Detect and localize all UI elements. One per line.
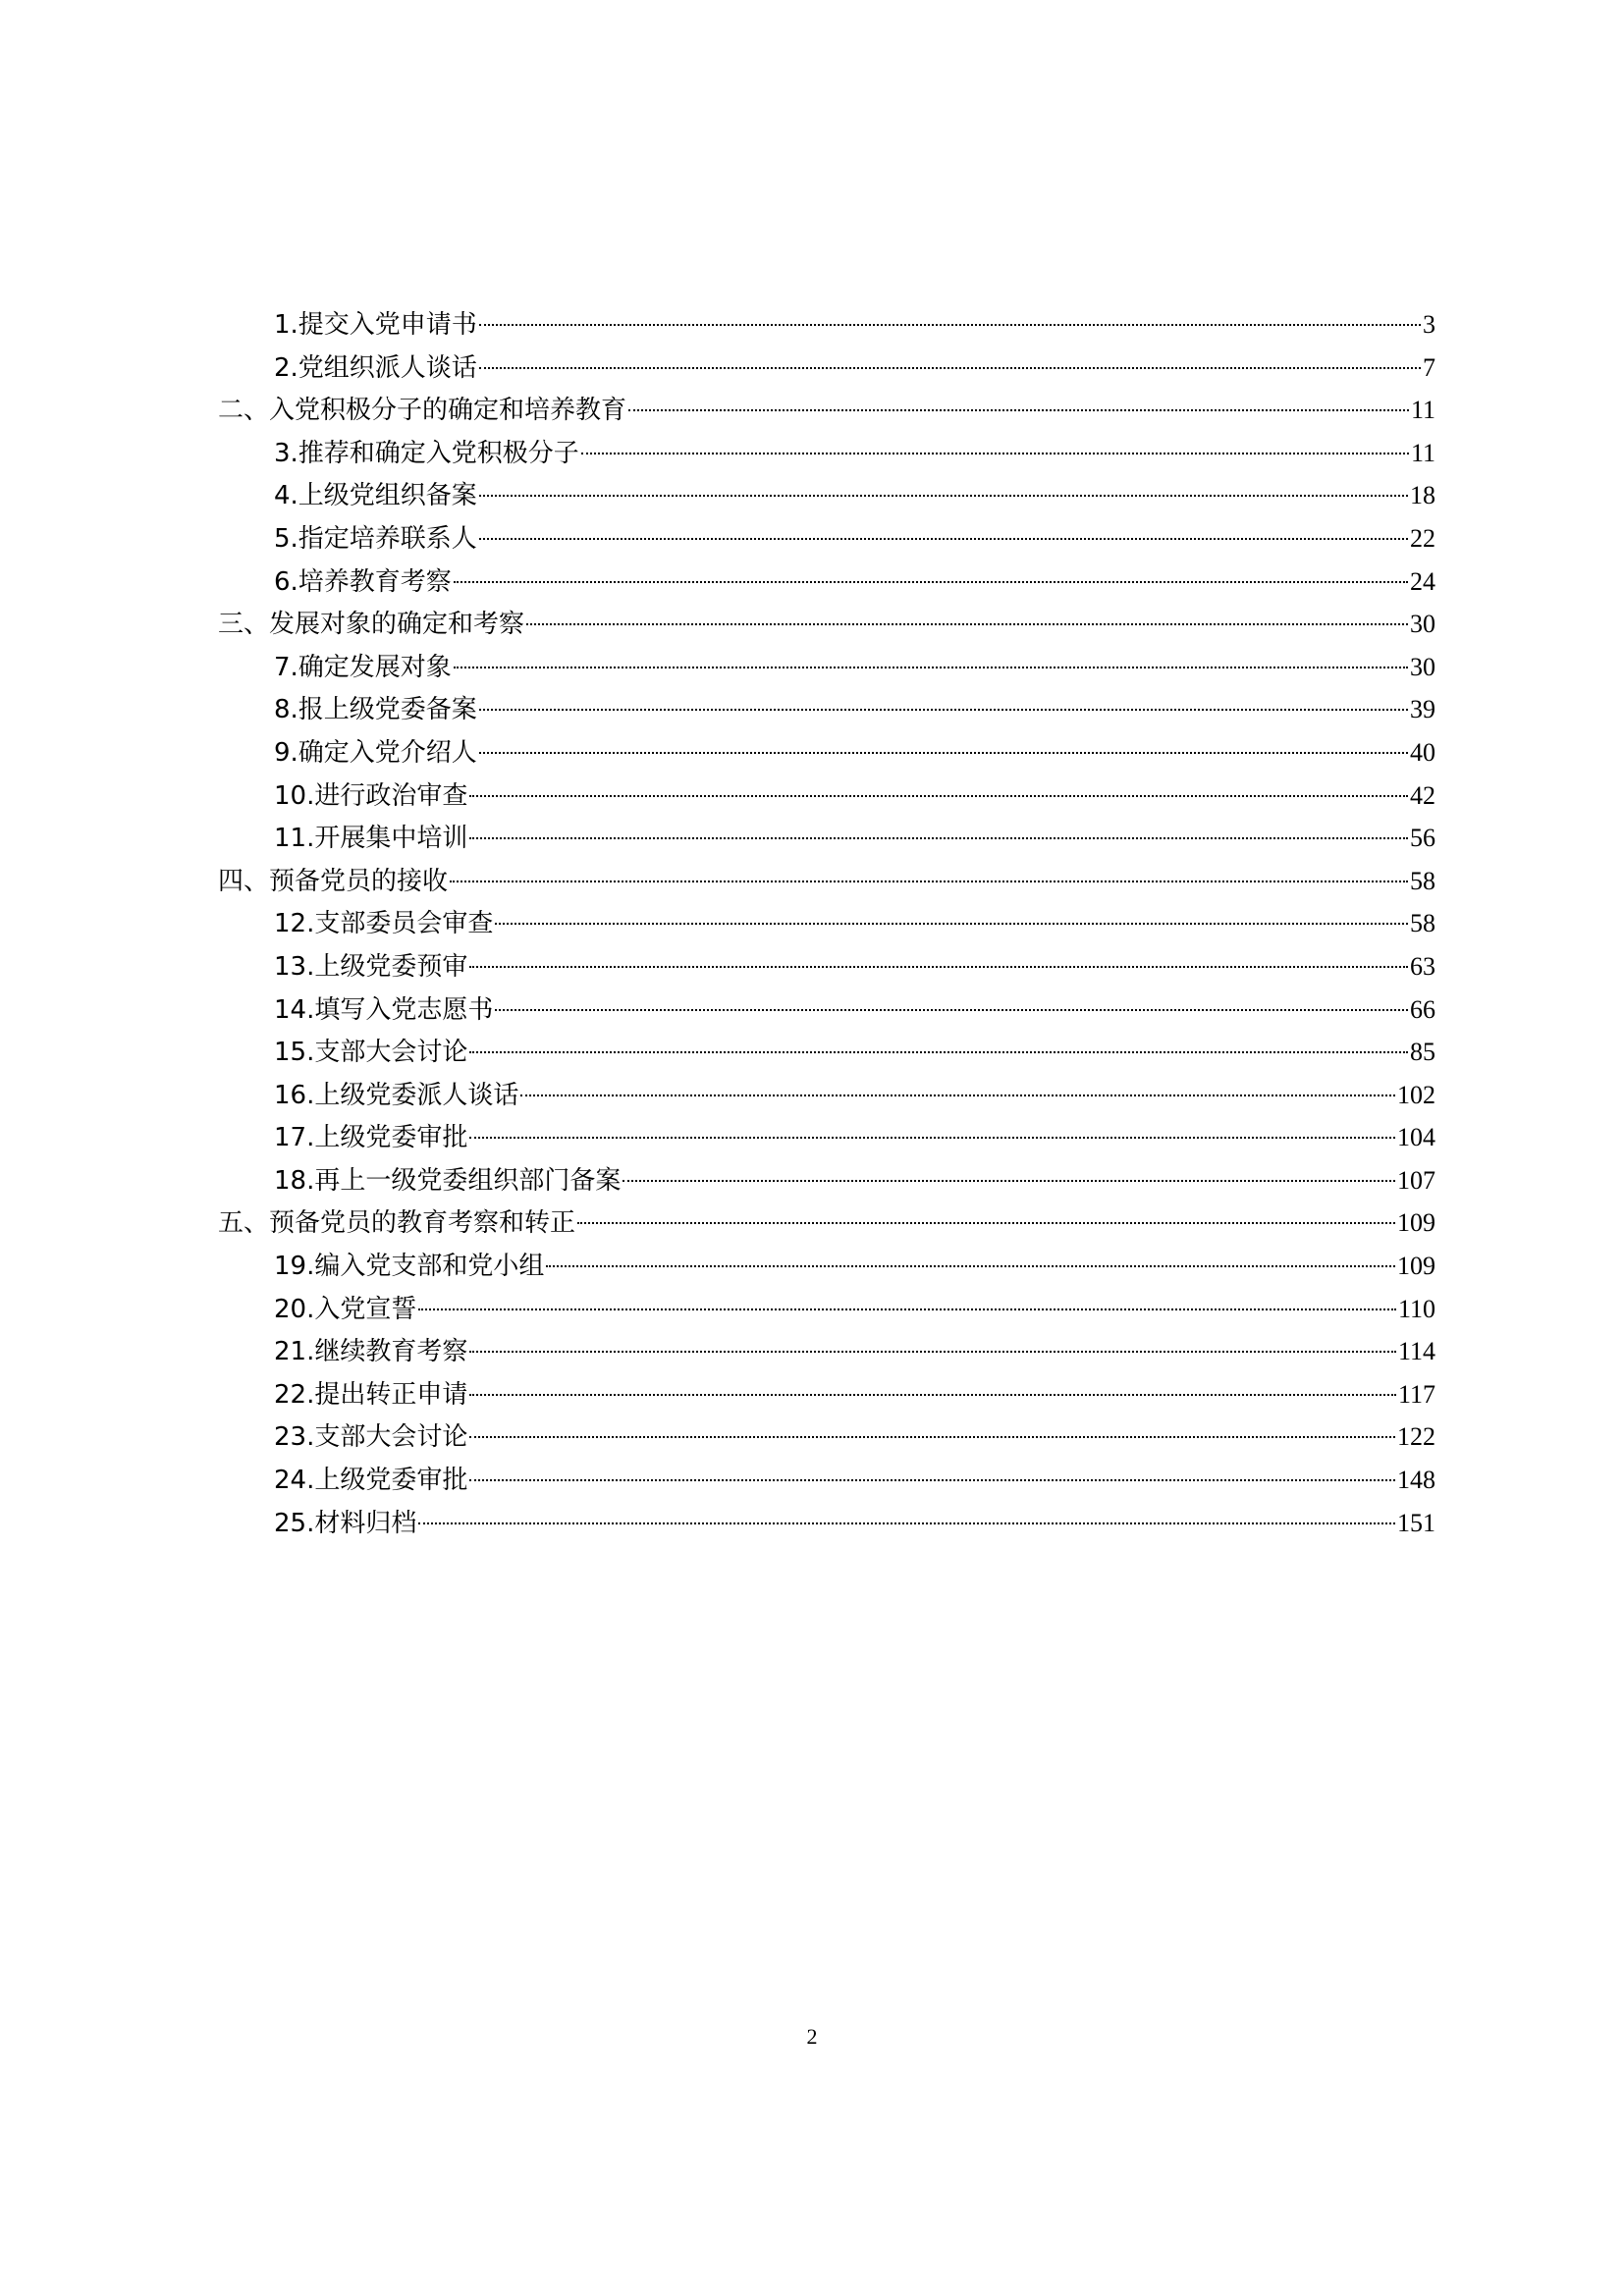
- toc-entry-title: 12.支部委员会审查: [274, 909, 494, 939]
- toc-entry-title: 14.填写入党志愿书: [274, 994, 494, 1025]
- toc-dot-leader: [469, 1479, 1395, 1481]
- toc-entry-page-number: 107: [1397, 1165, 1435, 1195]
- toc-dot-leader: [469, 795, 1408, 797]
- page-number: 2: [806, 2024, 818, 2049]
- toc-entry-title: 16.上级党委派人谈话: [274, 1080, 519, 1110]
- toc-entry-page-number: 85: [1410, 1038, 1435, 1067]
- toc-subsection-entry[interactable]: [218, 902, 1435, 945]
- toc-dot-leader: [454, 667, 1408, 668]
- toc-subsection-entry[interactable]: [218, 817, 1435, 860]
- toc-entry-title: 19.编入党支部和党小组: [274, 1252, 545, 1282]
- toc-entry-title: 22.提出转正申请: [274, 1379, 468, 1410]
- toc-dot-leader: [418, 1308, 1396, 1310]
- toc-entry-title: 17.上级党委审批: [274, 1123, 468, 1153]
- toc-section-entry[interactable]: [218, 860, 1435, 903]
- toc-entry-title: 11.开展集中培训: [274, 824, 468, 854]
- toc-entry-title: 四、预备党员的接收: [218, 866, 449, 896]
- toc-dot-leader: [479, 324, 1421, 326]
- toc-entry-page-number: 7: [1423, 352, 1435, 382]
- toc-entry-page-number: 58: [1410, 909, 1435, 938]
- toc-subsection-entry[interactable]: [218, 731, 1435, 774]
- toc-dot-leader: [469, 1436, 1395, 1438]
- toc-section-entry[interactable]: [218, 389, 1435, 432]
- toc-subsection-entry[interactable]: [218, 1415, 1435, 1459]
- toc-entry-title: 7.确定发展对象: [274, 652, 452, 682]
- toc-subsection-entry[interactable]: [218, 347, 1435, 390]
- toc-dot-leader: [577, 1222, 1395, 1224]
- toc-entry-page-number: 66: [1410, 994, 1435, 1024]
- toc-entry-page-number: 30: [1410, 610, 1435, 639]
- toc-subsection-entry[interactable]: [218, 474, 1435, 517]
- toc-entry-page-number: 3: [1423, 310, 1435, 339]
- toc-dot-leader: [469, 1351, 1396, 1353]
- toc-entry-title: 五、预备党员的教育考察和转正: [218, 1208, 576, 1239]
- toc-entry-title: 15.支部大会讨论: [274, 1038, 468, 1068]
- toc-dot-leader: [469, 1394, 1396, 1396]
- toc-dot-leader: [581, 453, 1409, 454]
- toc-entry-page-number: 109: [1397, 1208, 1435, 1238]
- toc-dot-leader: [623, 1180, 1395, 1182]
- toc-entry-title: 25.材料归档: [274, 1508, 417, 1538]
- toc-dot-leader: [469, 1051, 1408, 1053]
- toc-subsection-entry[interactable]: [218, 517, 1435, 561]
- toc-entry-title: 24.上级党委审批: [274, 1466, 468, 1496]
- toc-dot-leader: [469, 837, 1408, 839]
- toc-subsection-entry[interactable]: [218, 1330, 1435, 1373]
- toc-entry-title: 10.进行政治审查: [274, 780, 468, 811]
- toc-dot-leader: [479, 709, 1408, 711]
- toc-entry-page-number: 110: [1397, 1294, 1435, 1323]
- toc-entry-page-number: 117: [1397, 1379, 1435, 1409]
- toc-entry-title: 三、发展对象的确定和考察: [218, 610, 525, 640]
- toc-subsection-entry[interactable]: [218, 1116, 1435, 1159]
- toc-entry-title: 5.指定培养联系人: [274, 523, 477, 554]
- toc-dot-leader: [546, 1265, 1395, 1267]
- toc-entry-page-number: 114: [1397, 1337, 1435, 1366]
- toc-subsection-entry[interactable]: [218, 1288, 1435, 1331]
- toc-dot-leader: [469, 1137, 1395, 1139]
- toc-entry-title: 18.再上一级党委组织部门备案: [274, 1165, 622, 1196]
- toc-subsection-entry[interactable]: [218, 774, 1435, 818]
- toc-subsection-entry[interactable]: [218, 1245, 1435, 1288]
- toc-entry-title: 二、入党积极分子的确定和培养教育: [218, 396, 627, 426]
- toc-entry-page-number: 58: [1410, 866, 1435, 895]
- toc-subsection-entry[interactable]: [218, 1459, 1435, 1502]
- table-of-contents: [218, 303, 1435, 1544]
- toc-section-entry[interactable]: [218, 1201, 1435, 1245]
- toc-entry-title: 8.报上级党委备案: [274, 695, 477, 725]
- toc-dot-leader: [418, 1522, 1395, 1524]
- toc-dot-leader: [454, 581, 1408, 583]
- toc-entry-page-number: 30: [1410, 652, 1435, 681]
- toc-subsection-entry[interactable]: [218, 1373, 1435, 1416]
- toc-entry-page-number: 56: [1410, 824, 1435, 853]
- toc-entry-page-number: 40: [1410, 737, 1435, 767]
- toc-entry-page-number: 24: [1410, 566, 1435, 596]
- toc-dot-leader: [479, 538, 1408, 540]
- toc-entry-page-number: 63: [1410, 951, 1435, 981]
- toc-entry-page-number: 109: [1397, 1252, 1435, 1281]
- toc-subsection-entry[interactable]: [218, 1159, 1435, 1202]
- toc-subsection-entry[interactable]: [218, 303, 1435, 347]
- toc-dot-leader: [628, 409, 1409, 411]
- toc-entry-page-number: 22: [1410, 523, 1435, 553]
- toc-subsection-entry[interactable]: [218, 1031, 1435, 1074]
- toc-dot-leader: [526, 623, 1408, 625]
- toc-subsection-entry[interactable]: [218, 988, 1435, 1032]
- toc-subsection-entry[interactable]: [218, 1502, 1435, 1545]
- toc-entry-title: 21.继续教育考察: [274, 1337, 468, 1367]
- toc-dot-leader: [469, 966, 1408, 968]
- toc-subsection-entry[interactable]: [218, 432, 1435, 475]
- toc-entry-page-number: 11: [1410, 438, 1435, 467]
- toc-entry-page-number: 148: [1397, 1466, 1435, 1495]
- toc-dot-leader: [495, 1009, 1408, 1011]
- toc-subsection-entry[interactable]: [218, 688, 1435, 731]
- toc-entry-title: 23.支部大会讨论: [274, 1422, 468, 1453]
- toc-entry-title: 3.推荐和确定入党积极分子: [274, 438, 579, 468]
- toc-entry-page-number: 151: [1397, 1508, 1435, 1537]
- toc-dot-leader: [520, 1095, 1395, 1096]
- toc-subsection-entry[interactable]: [218, 646, 1435, 689]
- toc-entry-page-number: 104: [1397, 1123, 1435, 1152]
- toc-dot-leader: [450, 881, 1408, 882]
- toc-entry-page-number: 18: [1410, 481, 1435, 510]
- toc-dot-leader: [479, 752, 1408, 754]
- toc-entry-page-number: 11: [1410, 396, 1435, 425]
- toc-section-entry[interactable]: [218, 603, 1435, 646]
- toc-entry-title: 13.上级党委预审: [274, 951, 468, 982]
- toc-entry-title: 6.培养教育考察: [274, 566, 452, 597]
- toc-dot-leader: [495, 923, 1408, 925]
- toc-entry-title: 9.确定入党介绍人: [274, 737, 477, 768]
- toc-dot-leader: [479, 367, 1421, 369]
- toc-subsection-entry[interactable]: [218, 945, 1435, 988]
- toc-entry-title: 4.上级党组织备案: [274, 481, 477, 511]
- toc-entry-page-number: 122: [1397, 1422, 1435, 1452]
- toc-entry-page-number: 42: [1410, 780, 1435, 810]
- toc-subsection-entry[interactable]: [218, 1074, 1435, 1117]
- toc-entry-page-number: 102: [1397, 1080, 1435, 1109]
- toc-entry-page-number: 39: [1410, 695, 1435, 724]
- toc-subsection-entry[interactable]: [218, 561, 1435, 604]
- toc-entry-title: 20.入党宣誓: [274, 1294, 417, 1324]
- toc-entry-title: 1.提交入党申请书: [274, 310, 477, 340]
- toc-entry-title: 2.党组织派人谈话: [274, 352, 477, 383]
- toc-dot-leader: [479, 495, 1408, 497]
